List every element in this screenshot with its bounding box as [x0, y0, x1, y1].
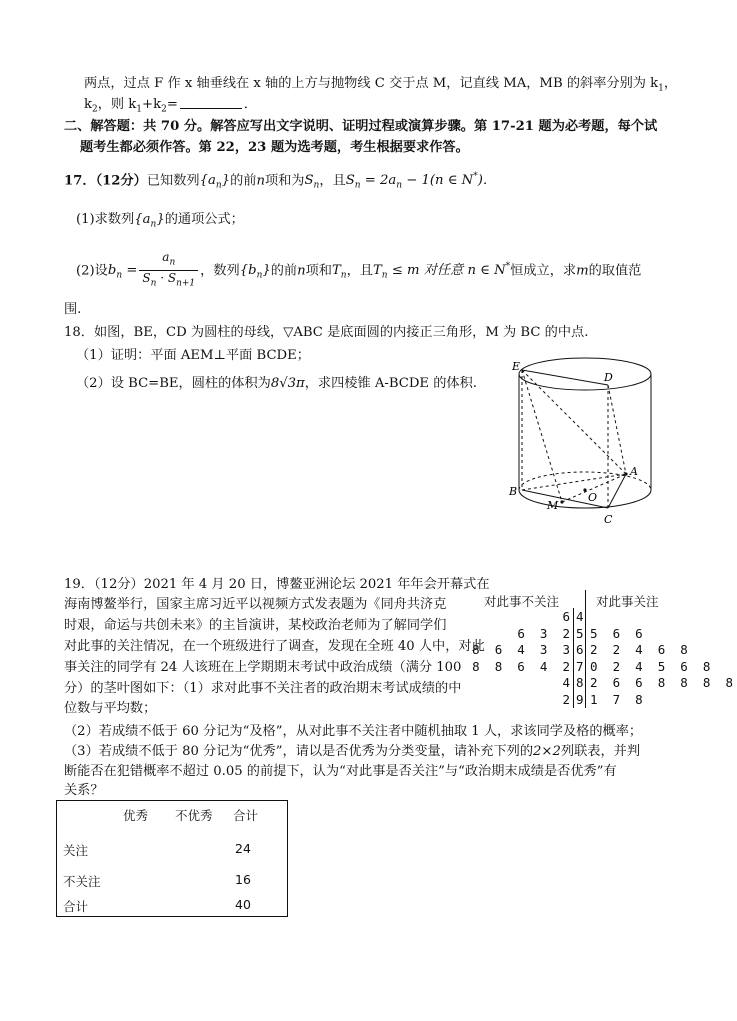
- stem-leaf-left-leaves: 6: [562, 609, 570, 624]
- cylinder-figure: [500, 340, 670, 540]
- stem-leaf-left-leaves: 6 3 2: [517, 625, 570, 641]
- segment-CA: [608, 474, 626, 508]
- stem-leaf-right-leaves: 1 7 8: [590, 691, 643, 707]
- q19-line: 对此事的关注情况，在一个班级进行了调查，发现在全班 40 人中，对此: [64, 639, 485, 654]
- section-2-heading-cont: 题考生都必须作答。第 22，23 题为选考题，考生根据要求作答。: [80, 140, 469, 155]
- answer-blank[interactable]: [180, 96, 242, 109]
- stem-leaf-stem: 5: [576, 625, 584, 641]
- table-row-label: 不关注: [63, 874, 101, 889]
- q17-part-1: (1)求数列$\{a_n\}$的通项公式；: [76, 212, 244, 230]
- table-row-total: 16: [235, 872, 251, 887]
- top-ellipse: [519, 358, 651, 390]
- table-row-label: 合计: [63, 899, 89, 914]
- stem-leaf-rows: [472, 608, 733, 708]
- stem-leaf-stem: 7: [576, 658, 584, 674]
- stem-leaf-right-leaves: 0 2 4 5 6 8: [590, 658, 711, 674]
- q19-line: 海南博鳌举行，国家主席习近平以视频方式发表题为《同舟共济克: [64, 597, 447, 612]
- q19-line: 19．（12分）2021 年 4 月 20 日，博鳌亚洲论坛 2021 年年会开幕式在: [64, 577, 490, 592]
- stem-leaf-right-leaves: 5 6 6: [590, 625, 643, 641]
- q17-stem: 17．（12分）已知数列$\{a_n\}$的前n项和为$S_n$，且$S_n = 2a_n - 1(n$ ∈ N*)．: [64, 172, 497, 192]
- table-row-label: 关注: [63, 843, 89, 858]
- stem-leaf-row: [472, 641, 724, 659]
- stem-leaf-stem: 8: [576, 675, 584, 690]
- q19-part-3: （3）若成绩不低于 80 分记为“优秀”，请以是否优秀为分类变量，请补充下列的2×2列联表，并判: [64, 744, 641, 759]
- stem-leaf-row: [484, 608, 724, 626]
- stem-leaf-row: [484, 691, 724, 709]
- stem-leaf-right-leaves: 2 6 6 8 8 8 8: [590, 675, 733, 690]
- stem-leaf-right-leaves: 2 2 4 6 8: [590, 642, 688, 657]
- point-M: [560, 500, 563, 503]
- label-M: M: [547, 499, 559, 512]
- q18-stem: 18．如图，BE，CD 为圆柱的母线，▽ABC 是底面圆的内接正三角形，M 为 BC 的中点.: [64, 325, 589, 340]
- q17-part-2: (2)设$b_n$ = $\frac{a_n}{S_n \cdot S_{n+1}}$ ，数列$\{b_n\}$的前n项和$T_n$，且$T_n \le m$ 对任意 n ∈ N*恒成立，求m的取值范: [76, 250, 641, 292]
- top-line-1: 两点，过点 F 作 x 轴垂线在 x 轴的上方与抛物线 C 交于点 M，记直线 MA，MB 的斜率分别为 $k_1$，: [84, 76, 678, 94]
- stem-leaf-left-leaves: 8 8 6 4 2: [472, 658, 570, 674]
- table-row-total: 24: [235, 841, 251, 856]
- label-D: D: [604, 371, 613, 384]
- segment-EM: [522, 370, 562, 502]
- q19-line: 时艰，命运与共创未来》的主旨演讲，某校政治老师为了解同学们: [64, 618, 447, 633]
- q19-part-2: （2）若成绩不低于 60 分记为“及格”，从对此事不关注者中随机抽取 1 人，求该同学及格的概率；: [64, 724, 643, 739]
- table-header-total: 合计: [233, 808, 259, 823]
- top-line-2: $k_2$，则 $k_1+k_2=$ ．: [84, 97, 258, 115]
- stem-leaf-header-right: 对此事关注: [596, 594, 659, 609]
- segment-BA: [522, 474, 626, 490]
- q18-part-2: （2）设 BC=BE，圆柱的体积为8√3π，求四棱锥 A-BCDE 的体积.: [76, 376, 477, 391]
- q19-part-3-cont-2: 关系？: [64, 783, 104, 798]
- stem-leaf-stem: 4: [576, 609, 584, 624]
- table-row-total: 40: [235, 897, 251, 912]
- table-header-not-excellent: 不优秀: [175, 808, 213, 823]
- q17-part-2-cont: 围.: [64, 302, 82, 317]
- q19-part-3-cont: 断能否在犯错概率不超过 0.05 的前提下，认为“对此事是否关注”与“政治期末成绩是否优秀”有: [64, 764, 617, 779]
- segment-DA: [608, 385, 626, 474]
- stem-leaf-stem: 6: [576, 642, 584, 657]
- stem-leaf-header-left: 对此事不关注: [484, 594, 560, 609]
- stem-leaf-row: [484, 625, 724, 643]
- stem-leaf-row: [472, 658, 724, 676]
- q19-line: 事关注的同学有 24 人该班在上学期期末考试中政治成绩（满分 100: [64, 660, 462, 675]
- fraction: $\frac{a_n}{S_n \cdot S_{n+1}}$: [139, 250, 198, 292]
- label-C: C: [604, 513, 613, 526]
- stem-leaf-plot: [472, 590, 733, 710]
- contingency-table: [56, 800, 288, 917]
- q18-part-1: （1）证明：平面 AEM⊥平面 BCDE；: [76, 348, 310, 363]
- label-A: A: [630, 465, 638, 478]
- stem-leaf-left-leaves: 2: [562, 691, 570, 707]
- label-E: E: [512, 360, 521, 373]
- section-2-heading: 二、解答题：共 70 分。解答应写出文字说明、证明过程或演算步骤。第 17-21 题为必考题，每个试: [64, 119, 658, 134]
- stem-leaf-stem: 9: [576, 691, 584, 707]
- stem-leaf-left-leaves: 4: [562, 675, 570, 690]
- stem-leaf-left-leaves: 8 6 4 3 3: [472, 642, 570, 657]
- q19-line: 分）的茎叶图如下：（1）求对此事不关注者的政治期末考试成绩的中: [64, 681, 462, 696]
- bottom-ellipse-front: [519, 490, 651, 508]
- label-O: O: [588, 491, 598, 504]
- table-header-excellent: 优秀: [123, 808, 149, 823]
- label-B: B: [509, 485, 518, 498]
- stem-leaf-row: [484, 674, 733, 692]
- point-O: [583, 488, 586, 491]
- q19-line: 位数与平均数；: [64, 701, 157, 716]
- point-A: [624, 472, 627, 475]
